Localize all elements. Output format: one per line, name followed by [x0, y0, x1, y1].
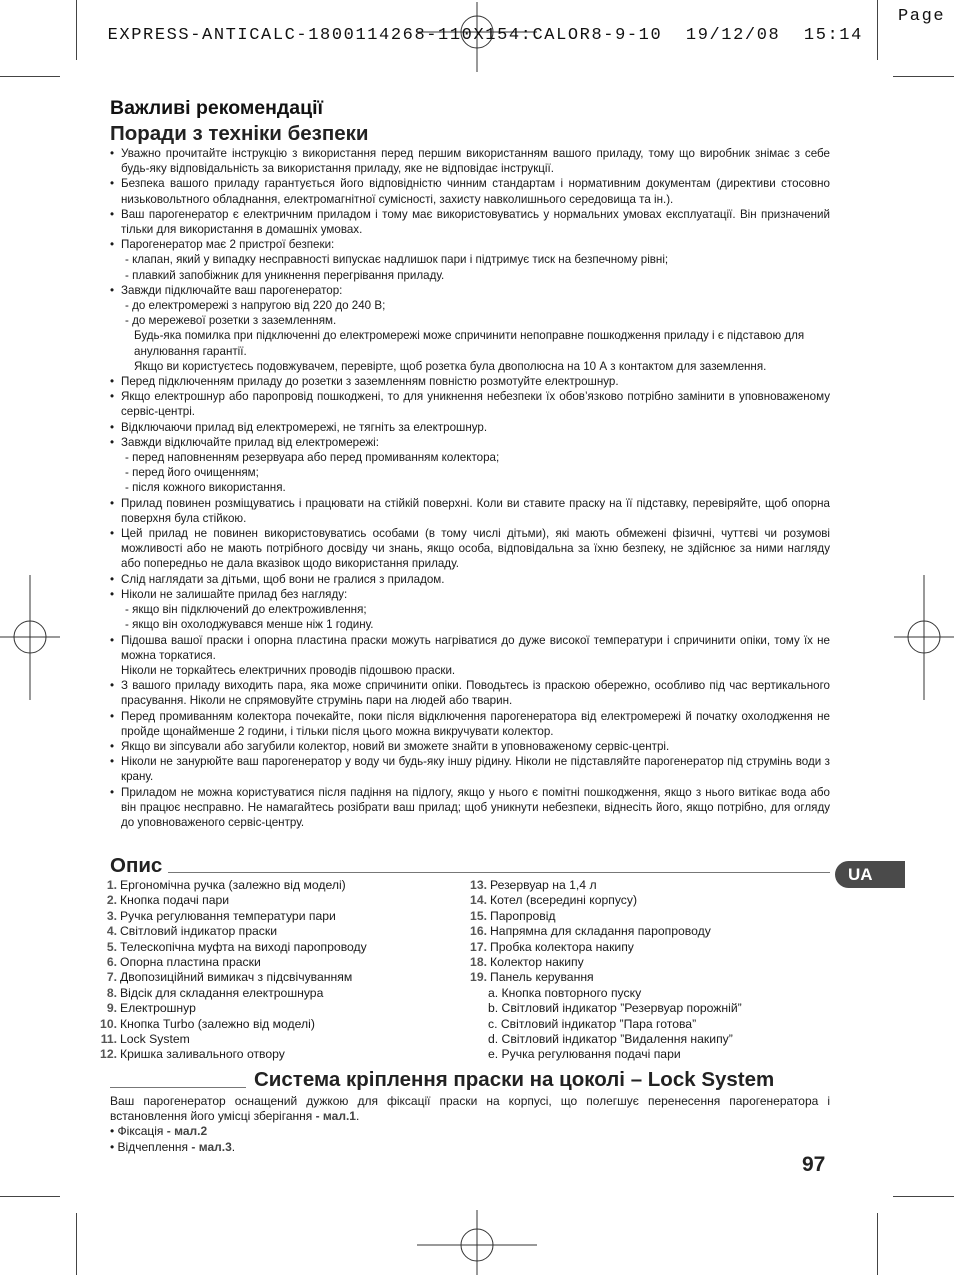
part-item	[466, 970, 742, 985]
part-label: Двопозиційний вимикач з підсвічуванням	[120, 970, 353, 985]
crop-mark	[76, 1213, 77, 1275]
part-number: 13.	[470, 878, 487, 892]
part-item	[96, 970, 367, 985]
part-label: Кнопка подачі пари	[120, 893, 230, 908]
period: .	[355, 1109, 360, 1124]
safety-bullet: • Ніколи не залишайте прилад без нагляду:	[110, 587, 830, 602]
part-item	[96, 955, 367, 970]
part-number: 11.	[100, 1032, 117, 1047]
lock-title: Система кріплення праски на цоколі – Lock System	[254, 1068, 775, 1091]
part-label: Світловий індикатор праски	[120, 924, 278, 939]
lock-release	[110, 1140, 830, 1155]
crop-mark	[893, 1196, 954, 1197]
safety-subitem: - перед наповненням резервуара або перед промиванням колектора;	[125, 451, 500, 465]
part-number: 14.	[470, 893, 487, 908]
print-header	[84, 7, 946, 64]
part-label: Ручка регулювання температури пари	[120, 908, 336, 923]
crop-mark	[0, 76, 60, 77]
part-subitem: a. Кнопка повторного пуску	[488, 985, 642, 1000]
part-label: Резервуар на 1,4 л	[490, 878, 597, 892]
part-label: Телескопічна муфта на виході паропроводу	[120, 939, 367, 954]
safety-bullet: • Підошва вашої праски і опорна пластина праски можуть нагріватися до дуже високої температури і спричинити опіки, тому їх не можна торкатися.	[110, 633, 830, 663]
print-header-text: EXPRESS-ANTICALC-1800114268-110X154:CALOR8-9-10 19/12/08 15:14	[107, 26, 863, 45]
safety-bullet: • Ваш парогенератор є електричним приладом і тому має використовуватись у нормальних умовах експлуатації. Він призначений тільки для використання в домашніх умовах.	[110, 207, 830, 237]
heading-rule	[110, 1087, 246, 1088]
safety-bullet: • Безпека вашого приладу гарантується його відповідністю чинним стандартам і нормативним документам (директиви стосовно низьковольтного обладнання, електромагнітної сумісності, захисту навколишнього середовища та ін.).	[110, 176, 830, 206]
safety-bullet: • Якщо ви зіпсували або загубили колектор, новий ви зможете знайти в уповноваженому сервіс-центрі.	[110, 739, 830, 754]
crop-mark	[76, 0, 77, 60]
figure-ref: - мал.3	[191, 1139, 232, 1154]
part-number: 8.	[106, 985, 117, 1000]
part-label: Паропровід	[490, 908, 556, 923]
part-label: Напрямна для складання паропроводу	[490, 924, 711, 939]
part-number: 4.	[106, 924, 117, 939]
part-label: Відсік для складання електрошнура	[120, 985, 324, 1000]
part-item	[466, 909, 742, 924]
lock-release-label: • Відчеплення	[110, 1139, 192, 1154]
print-header-page: Page	[898, 7, 946, 26]
part-label: Електрошнур	[120, 1001, 196, 1016]
part-label: Колектор накипу	[490, 955, 584, 970]
part-item	[96, 1001, 367, 1016]
part-item	[96, 893, 367, 908]
part-number: 7.	[106, 970, 117, 985]
crop-mark	[877, 1213, 878, 1275]
safety-subitem: - якщо він підключений до електроживлення;	[125, 603, 367, 617]
part-item	[466, 924, 742, 939]
safety-subitem: - клапан, який у випадку несправності випускає надлишок пари і підтримує тиск на безпечному рівні;	[125, 253, 669, 267]
part-subitem: c. Світловий індикатор ”Пара готова”	[488, 1016, 697, 1031]
part-item	[96, 878, 367, 893]
lock-fix-label: • Фіксація	[110, 1124, 167, 1139]
part-subitem: b. Світловий індикатор ”Резервуар порожній”	[488, 1001, 742, 1016]
safety-subitem: Якщо ви користуєтесь подовжувачем, перевірте, щоб розетка була двополюсна на 10 А з контактом для заземлення.	[134, 359, 767, 373]
part-number: 16.	[470, 924, 487, 939]
section-title-recommendations: Важливі рекомендації	[110, 97, 324, 119]
heading-rule	[168, 872, 830, 873]
part-label: Пробка колектора накипу	[490, 939, 634, 954]
lock-intro-text: Ваш парогенератор оснащений дужкою для фіксації праски на корпусі, що полегшує перенесення парогенератора і встановлення його умісці зберігання	[110, 1094, 830, 1124]
lock-fix	[110, 1124, 830, 1139]
part-number: 15.	[470, 908, 487, 923]
safety-bullet: • Парогенератор має 2 пристрої безпеки:	[110, 237, 830, 252]
part-item	[96, 1017, 367, 1032]
safety-bullet: • Приладом не можна користуватися після падіння на підлогу, якщо у нього є помітні пошкодження, якщо з нього витікає вода або він працює несправно. Не намагайтесь розібрати ваш прилад; щоб уникнути небезпеки, віднесіть його, якщо потрібно, для огляду до уповноваженого сервіс-центру.	[110, 785, 830, 831]
safety-bullet: • Слід наглядати за дітьми, щоб вони не гралися з приладом.	[110, 572, 830, 587]
safety-bullet: • Відключаючи прилад від електромережі, не тягніть за електрошнур.	[110, 420, 830, 435]
safety-bullet: • Завжди підключайте ваш парогенератор:	[110, 283, 830, 298]
part-item	[466, 878, 742, 893]
part-item	[466, 940, 742, 955]
safety-bullet: • Прилад повинен розміщуватись і працювати на стійкій поверхні. Коли ви ставите праску на її підставку, перевіряйте, щоб опорна поверхня була стійкою.	[110, 496, 830, 526]
part-number: 6.	[106, 955, 117, 970]
safety-list	[110, 146, 830, 830]
safety-bullet: • Цей прилад не повинен використовуватись особами (в тому числі дітьми), які мають обмежені фізичні, чуттєві чи розумові можливості або не мають потрібного досвіду чи знань, якщо особа, відповідальна за їхню безпеку, не здійснює за ними нагляду або попередньо не дала вказівок щодо використання приладу.	[110, 526, 830, 572]
safety-bullet: • Завжди відключайте прилад від електромережі:	[110, 435, 830, 450]
safety-subitem: - до електромережі з напругою від 220 до 240 В;	[125, 299, 386, 313]
part-number: 1.	[106, 878, 117, 892]
part-number: 9.	[106, 1001, 117, 1016]
part-subitem: e. Ручка регулювання подачі пари	[488, 1047, 681, 1062]
section-title-safety: Поради з техніки безпеки	[110, 122, 369, 145]
lock-text	[110, 1094, 830, 1155]
safety-bullet: • З вашого приладу виходить пара, яка може спричинити опіки. Поводьтесь із праскою обережно, особливо під час вертикального прасування. Ніколи не спрямовуйте струмінь пари на людей або тварин.	[110, 678, 830, 708]
part-number: 3.	[106, 908, 117, 923]
part-number: 10.	[100, 1016, 117, 1031]
registration-mark-icon	[417, 1210, 537, 1275]
crop-mark	[0, 1196, 60, 1197]
part-item	[96, 1032, 367, 1047]
safety-subitem: Ніколи не торкайтесь електричних проводів підошвою праски.	[121, 663, 456, 677]
part-label: Котел (всередині корпусу)	[490, 893, 638, 908]
lock-intro	[110, 1094, 830, 1124]
crop-mark	[893, 76, 954, 77]
part-label: Lock System	[120, 1032, 190, 1047]
part-number: 19.	[470, 970, 487, 985]
safety-bullet: • Перед підключенням приладу до розетки з заземленням повністю розмотуйте електрошнур.	[110, 374, 830, 389]
part-label: Кнопка Turbo (залежно від моделі)	[120, 1016, 315, 1031]
page-number: 97	[802, 1153, 826, 1176]
part-label: Опорна пластина праски	[120, 955, 261, 970]
safety-bullet: • Якщо електрошнур або паропровід пошкоджені, то для уникнення небезпеки їх обов’язково потрібно замінити в уповноваженому сервіс-центрі.	[110, 389, 830, 419]
description-title: Опис	[110, 854, 163, 877]
language-tab: UA	[835, 861, 905, 888]
parts-list-right	[466, 878, 742, 1063]
part-number: 5.	[106, 939, 117, 954]
safety-subitem: Будь-яка помилка при підключенні до електромережі може спричинити непоправне пошкодження приладу і є підставою для анулювання гарантії.	[134, 329, 805, 358]
registration-mark-icon	[894, 575, 954, 700]
safety-bullet: • Уважно прочитайте інструкцію з використання перед першим використанням вашого приладу, тому що виробник знімає з себе будь-яку відповідальність за використання приладу, яке не відповідає інструкції.	[110, 146, 830, 176]
part-label: Кришка заливального отвору	[120, 1047, 285, 1062]
safety-subitem: - після кожного використання.	[125, 481, 286, 495]
safety-bullet: • Ніколи не занурюйте ваш парогенератор у воду чи будь-яку іншу рідину. Ніколи не підставляйте парогенератор під струмінь води з крану.	[110, 754, 830, 784]
figure-ref: - мал.1	[315, 1109, 356, 1124]
part-label: Ергономічна ручка (залежно від моделі)	[120, 878, 346, 892]
crop-mark	[877, 0, 878, 60]
safety-subitem: - перед його очищенням;	[125, 466, 259, 480]
part-number: 17.	[470, 939, 487, 954]
part-subitem: d. Світловий індикатор ”Видалення накипу”	[488, 1032, 733, 1047]
part-item	[96, 909, 367, 924]
part-item	[466, 893, 742, 908]
part-item	[96, 924, 367, 939]
part-item	[96, 986, 367, 1001]
registration-mark-icon	[0, 575, 60, 700]
part-number: 18.	[470, 955, 487, 970]
part-number: 12.	[100, 1047, 117, 1062]
period: .	[231, 1139, 236, 1154]
part-item	[96, 1047, 367, 1062]
safety-bullet: • Перед промиванням колектора почекайте, поки після відключення парогенератора від електромережі й початку охолодження не пройде щонайменше 2 години, і тільки після цього можна викручувати колектор.	[110, 709, 830, 739]
safety-subitem: - плавкий запобіжник для уникнення перегрівання приладу.	[125, 268, 445, 282]
safety-subitem: - якщо він охолоджувався менше ніж 1 годину.	[125, 618, 374, 632]
part-number: 2.	[106, 893, 117, 908]
lock-heading	[110, 1068, 830, 1092]
part-item	[466, 955, 742, 970]
part-label: Панель керування	[490, 970, 594, 985]
description-heading	[110, 855, 830, 877]
figure-ref: - мал.2	[166, 1124, 208, 1139]
part-item	[96, 940, 367, 955]
safety-subitem: - до мережевої розетки з заземленням.	[125, 314, 337, 328]
parts-list-left	[96, 878, 367, 1063]
